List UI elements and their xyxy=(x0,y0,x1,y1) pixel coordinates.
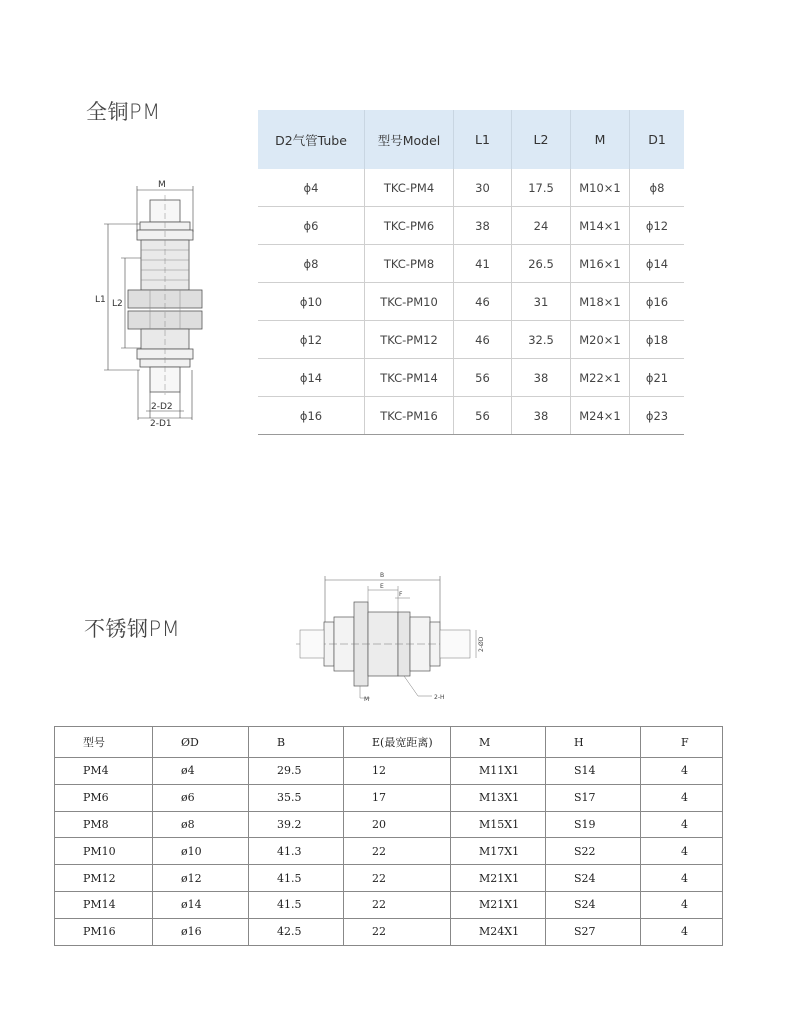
col-header-model: 型号Model xyxy=(365,110,454,169)
cell: M17X1 xyxy=(451,838,546,865)
table-row xyxy=(258,397,684,435)
cell: 38 xyxy=(512,397,571,435)
cell: ø14 xyxy=(153,891,249,918)
cell: S24 xyxy=(546,865,641,892)
table-row xyxy=(55,811,723,838)
cell: 56 xyxy=(454,397,512,435)
table-row xyxy=(258,359,684,397)
cell: 4 xyxy=(641,811,723,838)
cell: 22 xyxy=(344,891,451,918)
cell: ϕ23 xyxy=(630,397,685,435)
cell: ϕ6 xyxy=(258,207,365,245)
cell: M10×1 xyxy=(571,169,630,207)
cell: M24×1 xyxy=(571,397,630,435)
table-header-row xyxy=(55,727,723,758)
cell: 4 xyxy=(641,784,723,811)
table-row xyxy=(55,918,723,945)
col-header-b: B xyxy=(249,727,344,758)
table-row xyxy=(258,207,684,245)
section-title-brass: 全铜PM xyxy=(86,100,161,124)
cell: TKC-PM8 xyxy=(365,245,454,283)
cell: 46 xyxy=(454,283,512,321)
cell: 30 xyxy=(454,169,512,207)
cell: 41.5 xyxy=(249,891,344,918)
cell: TKC-PM14 xyxy=(365,359,454,397)
col-header-f: F xyxy=(641,727,723,758)
cell: 39.2 xyxy=(249,811,344,838)
cell: 42.5 xyxy=(249,918,344,945)
table-row xyxy=(55,784,723,811)
dim-f-label: F xyxy=(399,591,403,598)
cell: ϕ8 xyxy=(630,169,685,207)
cell: ø10 xyxy=(153,838,249,865)
cell: M18×1 xyxy=(571,283,630,321)
cell: 46 xyxy=(454,321,512,359)
cell: 29.5 xyxy=(249,758,344,785)
cell: 56 xyxy=(454,359,512,397)
dim-e-label: E xyxy=(380,583,384,590)
cell: 41.5 xyxy=(249,865,344,892)
cell: ϕ12 xyxy=(258,321,365,359)
cell: ø12 xyxy=(153,865,249,892)
cell: 26.5 xyxy=(512,245,571,283)
stainless-fitting-drawing xyxy=(292,568,502,708)
col-header-tube: D2气管Tube xyxy=(258,110,365,169)
cell: M11X1 xyxy=(451,758,546,785)
cell: M20×1 xyxy=(571,321,630,359)
col-header-m: M xyxy=(451,727,546,758)
cell: S14 xyxy=(546,758,641,785)
cell: 20 xyxy=(344,811,451,838)
cell: 32.5 xyxy=(512,321,571,359)
cell: M14×1 xyxy=(571,207,630,245)
cell: ø16 xyxy=(153,918,249,945)
cell: PM14 xyxy=(55,891,153,918)
cell: ø4 xyxy=(153,758,249,785)
table-row xyxy=(55,891,723,918)
dim-l2-label: L2 xyxy=(112,299,123,309)
cell: TKC-PM4 xyxy=(365,169,454,207)
cell: M13X1 xyxy=(451,784,546,811)
cell: S19 xyxy=(546,811,641,838)
cell: TKC-PM6 xyxy=(365,207,454,245)
cell: 4 xyxy=(641,891,723,918)
cell: 4 xyxy=(641,865,723,892)
section-title-stainless: 不锈钢PM xyxy=(84,617,181,641)
cell: PM12 xyxy=(55,865,153,892)
cell: PM16 xyxy=(55,918,153,945)
cell: 35.5 xyxy=(249,784,344,811)
col-header-m: M xyxy=(571,110,630,169)
cell: ϕ10 xyxy=(258,283,365,321)
cell: 41.3 xyxy=(249,838,344,865)
dim-h-label: 2-H xyxy=(434,694,445,701)
cell: 22 xyxy=(344,838,451,865)
cell: S27 xyxy=(546,918,641,945)
cell: TKC-PM12 xyxy=(365,321,454,359)
cell: 22 xyxy=(344,865,451,892)
dim-l1-label: L1 xyxy=(95,295,106,305)
cell: 38 xyxy=(512,359,571,397)
cell: 17 xyxy=(344,784,451,811)
cell: PM8 xyxy=(55,811,153,838)
cell: ϕ14 xyxy=(258,359,365,397)
cell: ø8 xyxy=(153,811,249,838)
cell: 41 xyxy=(454,245,512,283)
col-header-e: E(最宽距离) xyxy=(344,727,451,758)
table-row xyxy=(258,283,684,321)
cell: S24 xyxy=(546,891,641,918)
col-header-h: H xyxy=(546,727,641,758)
col-header-d1: D1 xyxy=(630,110,685,169)
cell: PM6 xyxy=(55,784,153,811)
cell: M21X1 xyxy=(451,891,546,918)
cell: S22 xyxy=(546,838,641,865)
table-row xyxy=(55,838,723,865)
table-row xyxy=(258,169,684,207)
cell: ϕ12 xyxy=(630,207,685,245)
table-row xyxy=(258,245,684,283)
dim-m-label-2: M xyxy=(364,696,370,703)
cell: ϕ14 xyxy=(630,245,685,283)
cell: 17.5 xyxy=(512,169,571,207)
dim-d2-label: 2-D2 xyxy=(151,402,173,412)
dim-b-label: B xyxy=(380,572,385,579)
cell: S17 xyxy=(546,784,641,811)
brass-fitting-drawing xyxy=(88,178,238,428)
cell: M21X1 xyxy=(451,865,546,892)
col-header-l2: L2 xyxy=(512,110,571,169)
dim-m-label: M xyxy=(158,180,166,190)
cell: 22 xyxy=(344,918,451,945)
cell: ϕ18 xyxy=(630,321,685,359)
cell: TKC-PM10 xyxy=(365,283,454,321)
cell: ϕ16 xyxy=(258,397,365,435)
cell: 4 xyxy=(641,758,723,785)
col-header-model: 型号 xyxy=(55,727,153,758)
cell: M22×1 xyxy=(571,359,630,397)
cell: ϕ21 xyxy=(630,359,685,397)
cell: 4 xyxy=(641,918,723,945)
dim-d-label: 2-ØD xyxy=(478,636,485,652)
cell: 4 xyxy=(641,838,723,865)
cell: 31 xyxy=(512,283,571,321)
table-row xyxy=(258,321,684,359)
cell: PM4 xyxy=(55,758,153,785)
stainless-spec-table xyxy=(54,726,723,946)
table-row xyxy=(55,865,723,892)
col-header-l1: L1 xyxy=(454,110,512,169)
cell: TKC-PM16 xyxy=(365,397,454,435)
table-header-row xyxy=(258,110,684,169)
cell: ϕ4 xyxy=(258,169,365,207)
table-row xyxy=(55,758,723,785)
cell: ϕ8 xyxy=(258,245,365,283)
cell: 38 xyxy=(454,207,512,245)
cell: 24 xyxy=(512,207,571,245)
cell: ϕ16 xyxy=(630,283,685,321)
cell: ø6 xyxy=(153,784,249,811)
col-header-d: ØD xyxy=(153,727,249,758)
cell: M15X1 xyxy=(451,811,546,838)
cell: M16×1 xyxy=(571,245,630,283)
brass-spec-table xyxy=(258,110,684,435)
cell: M24X1 xyxy=(451,918,546,945)
cell: 12 xyxy=(344,758,451,785)
dim-d1-label: 2-D1 xyxy=(150,419,172,428)
cell: PM10 xyxy=(55,838,153,865)
